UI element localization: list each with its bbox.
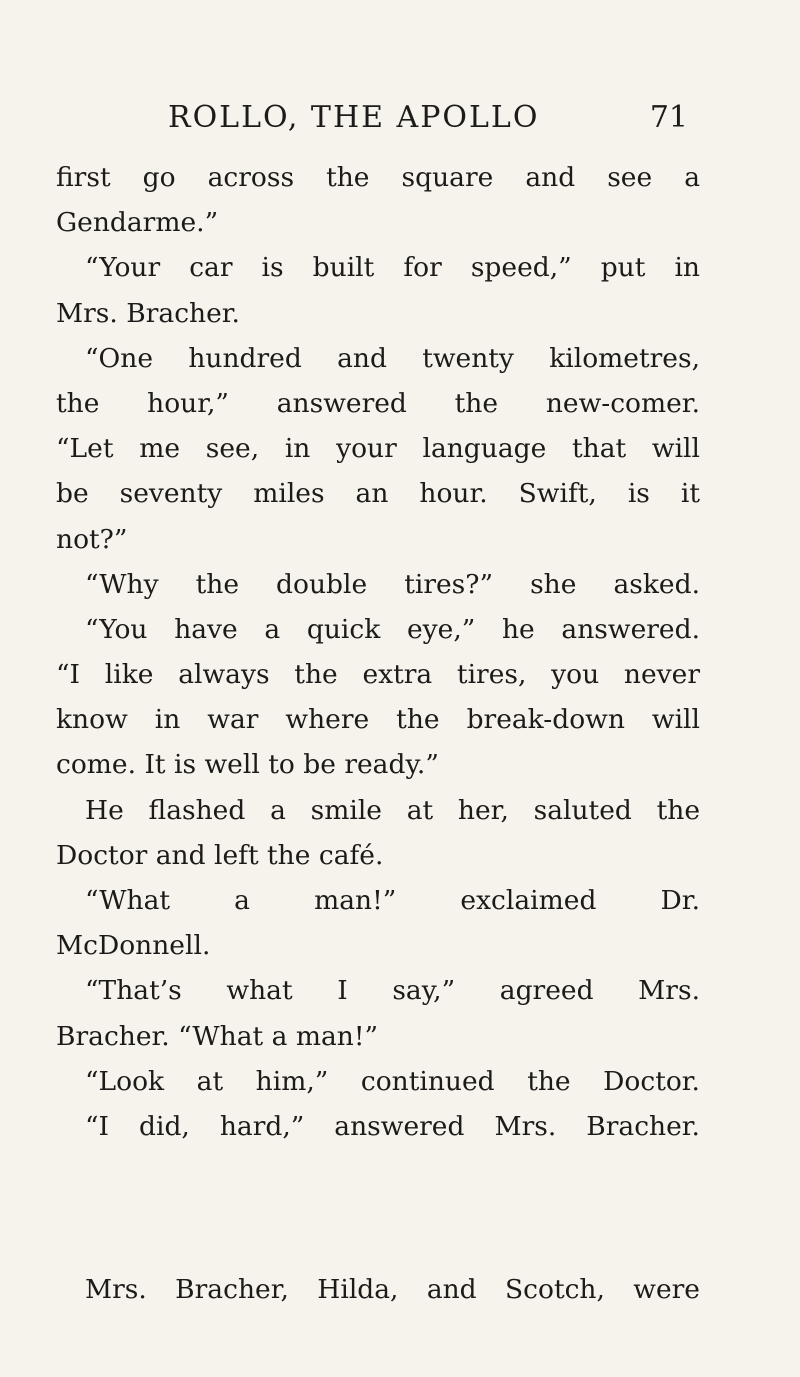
text-line: “I like always the extra tires, you never: [56, 659, 700, 691]
text-line: Mrs. Bracher, Hilda, and Scotch, were: [85, 1274, 700, 1305]
text-line: Gendarme.”: [56, 207, 219, 239]
text-line: McDonnell.: [56, 930, 211, 962]
text-line: “Your car is built for speed,” put in: [85, 252, 700, 284]
text-line: He flashed a smile at her, saluted the: [85, 794, 700, 826]
text-line: Doctor and left the café.: [56, 839, 384, 871]
running-head: [168, 98, 688, 142]
text-line: not?”: [56, 523, 128, 555]
text-line: the hour,” answered the new-comer.: [56, 387, 700, 419]
text-line: “Why the double tires?” she asked.: [85, 568, 700, 600]
body-text: [56, 155, 700, 1149]
text-line: “Let me see, in your language that will: [56, 433, 700, 465]
text-line: “That’s what I say,” agreed Mrs.: [85, 975, 700, 1007]
text-line: be seventy miles an hour. Swift, is it: [56, 478, 700, 510]
text-line: come. It is well to be ready.”: [56, 749, 439, 781]
text-line: “I did, hard,” answered Mrs. Bracher.: [85, 1110, 700, 1142]
text-line: know in war where the break-down will: [56, 704, 700, 736]
text-line: Bracher. “What a man!”: [56, 1020, 379, 1052]
text-line: “Look at him,” continued the Doctor.: [85, 1065, 700, 1097]
running-title: ROLLO, THE APOLLO: [168, 100, 540, 135]
next-paragraph: [56, 1267, 700, 1312]
text-line: Mrs. Bracher.: [56, 297, 240, 329]
text-line: first go across the square and see a: [56, 162, 700, 193]
text-line: “What a man!” exclaimed Dr.: [85, 885, 700, 916]
page-number: 71: [649, 100, 688, 135]
text-line: “You have a quick eye,” he answered.: [85, 613, 700, 645]
text-line: “One hundred and twenty kilometres,: [85, 342, 700, 374]
